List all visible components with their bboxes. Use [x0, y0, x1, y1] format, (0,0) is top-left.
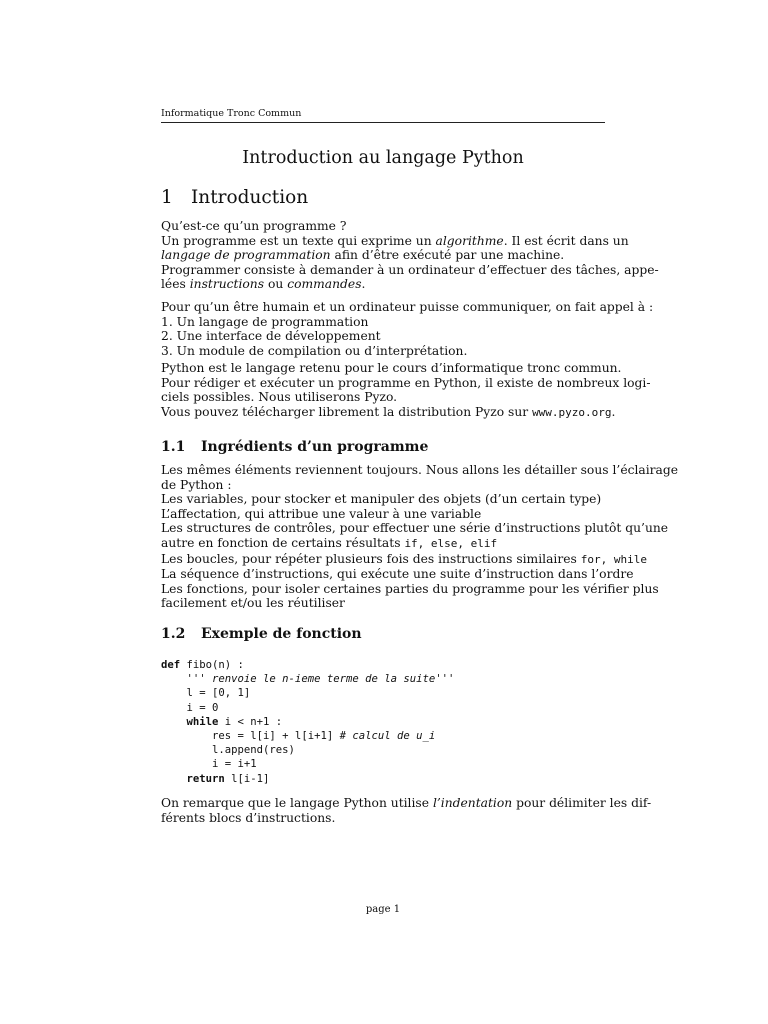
- pyzo-url: www.pyzo.org: [532, 405, 612, 419]
- code-line: while i < n+1 :: [161, 715, 283, 728]
- code-line: i = i+1: [161, 758, 257, 771]
- ingredients-paragraph: [161, 463, 679, 611]
- document-title: Introduction au langage Python: [242, 148, 524, 168]
- remark-line: férents blocs d’instructions.: [161, 810, 336, 825]
- code-line: res = l[i] + l[i+1] # calcul de u_i: [161, 730, 436, 743]
- python-line: Python est le langage retenu pour le cours d’informatique tronc commun.: [161, 361, 622, 375]
- communication-paragraph: [161, 300, 654, 358]
- intro-line: Programmer consiste à demander à un ordinateur d’effectuer des tâches, appe-: [161, 262, 659, 277]
- ingredient-line: facilement et/ou les réutiliser: [161, 596, 345, 611]
- section-1-heading: [161, 187, 308, 208]
- ingredient-line: Les fonctions, pour isoler certaines parties du programme pour les vérifier plus: [161, 581, 659, 596]
- section-1-2-heading: 1.2 Exemple de fonction: [161, 626, 362, 642]
- section-title: Introduction: [191, 187, 309, 208]
- python-paragraph: [161, 361, 651, 420]
- intro-line: Un programme est un texte qui exprime un algorithme. Il est écrit dans un: [161, 233, 629, 248]
- remark-paragraph: [161, 796, 652, 825]
- ingredient-line: La séquence d’instructions, qui exécute une suite d’instruction dans l’ordre: [161, 567, 634, 582]
- remark-line: On remarque que le langage Python utilise l’indentation pour délimiter les dif-: [161, 796, 652, 810]
- comm-line: Pour qu’un être humain et un ordinateur puisse communiquer, on fait appel à :: [161, 300, 654, 314]
- intro-line: langage de programmation afin d’être exécuté par une machine.: [161, 248, 565, 263]
- python-line: Vous pouvez télécharger librement la distribution Pyzo sur www.pyzo.org.: [161, 404, 616, 419]
- code-line: ''' renvoie le n-ieme terme de la suite''': [161, 673, 455, 686]
- list-item: 2. Une interface de développement: [161, 329, 381, 344]
- ingredient-line: Les variables, pour stocker et manipuler des objets (d’un certain type): [161, 492, 602, 507]
- python-line: Pour rédiger et exécuter un programme en Python, il existe de nombreux logi-: [161, 375, 651, 390]
- code-line: l.append(res): [161, 744, 295, 757]
- intro-paragraph: [161, 219, 659, 292]
- ingredient-line: Les mêmes éléments reviennent toujours. Nous allons les détailler sous l’éclairage: [161, 463, 679, 477]
- code-block: [161, 658, 605, 786]
- page-number: page 1: [365, 904, 401, 915]
- ingredient-line: Les structures de contrôles, pour effectuer une série d’instructions plutôt qu’une: [161, 521, 669, 536]
- python-line: ciels possibles. Nous utiliserons Pyzo.: [161, 390, 398, 405]
- code-line: def fibo(n) :: [161, 659, 244, 671]
- code-line: return l[i-1]: [161, 772, 270, 785]
- list-item: 3. Un module de compilation ou d’interprétation.: [161, 343, 468, 358]
- list-item: 1. Un langage de programmation: [161, 314, 369, 329]
- ingredient-line: de Python :: [161, 477, 232, 492]
- code-line: i = 0: [161, 701, 219, 714]
- ingredient-line: autre en fonction de certains résultats if, else, elif: [161, 535, 498, 550]
- course-name: Informatique Tronc Commun: [161, 108, 302, 119]
- code-line: l = [0, 1]: [161, 687, 251, 700]
- running-header: [161, 108, 605, 123]
- intro-question: Qu’est-ce qu’un programme ?: [161, 219, 347, 233]
- intro-line: lées instructions ou commandes.: [161, 277, 366, 292]
- ingredient-line: L’affectation, qui attribue une valeur à une variable: [161, 506, 482, 521]
- section-number: 1: [161, 187, 173, 208]
- ingredient-line: Les boucles, pour répéter plusieurs fois des instructions similaires for, while: [161, 551, 647, 566]
- section-1-1-heading: 1.1 Ingrédients d’un programme: [161, 439, 429, 455]
